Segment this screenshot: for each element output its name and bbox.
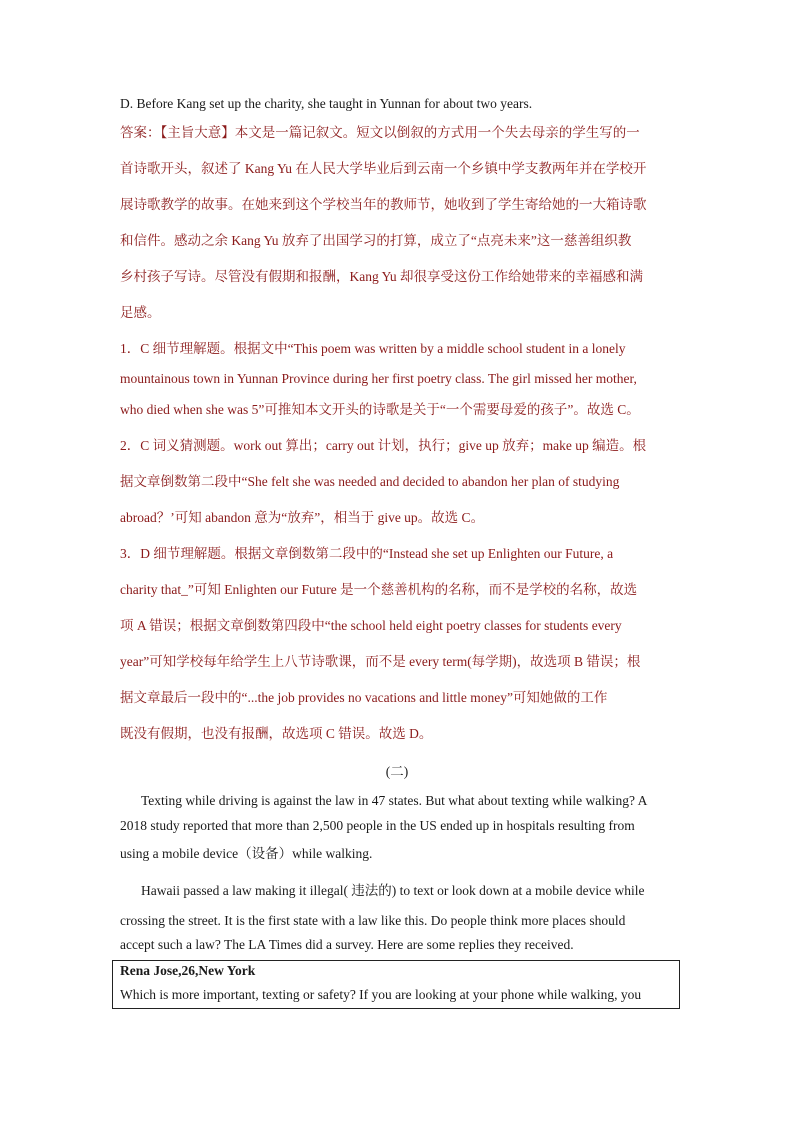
quote-text: Which is more important, texting or safety? If you are looking at your phone while walking, you xyxy=(120,987,642,1002)
answer-summary-line-3: 展诗歌教学的故事。在她来到这个学校当年的教师节，她收到了学生寄给她的一大箱诗歌 xyxy=(120,197,647,212)
q3-explanation-line-5: 据文章最后一段中的“...the job provides no vacations and little money”可知她做的工作 xyxy=(120,690,608,705)
q2-explanation-line-1: 2．C 词义猜测题。work out 算出；carry out 计划，执行；give up 放弃；make up 编造。根 xyxy=(120,438,647,453)
passage-para1-line-2: 2018 study reported that more than 2,500 people in the US ended up in hospitals resulting from xyxy=(120,818,635,833)
quote-author: Rena Jose,26,New York xyxy=(120,963,256,978)
q2-explanation-line-2: 据文章倒数第二段中“She felt she was needed and decided to abandon her plan of studying xyxy=(120,474,620,489)
passage-para1-line-3: using a mobile device（设备）while walking. xyxy=(120,846,373,861)
q3-explanation-line-3: 项 A 错误；根据文章倒数第四段中“the school held eight poetry classes for students every xyxy=(120,618,622,633)
answer-summary-line-1: 答案：【主旨大意】本文是一篇记叙文。短文以倒叙的方式用一个失去母亲的学生写的一 xyxy=(120,125,640,140)
q1-explanation-line-3: who died when she was 5”可推知本文开头的诗歌是关于“一个需要母爱的孩子”。故选 C。 xyxy=(120,402,640,417)
q1-explanation-line-1: 1．C 细节理解题。根据文中“This poem was written by a middle school student in a lonely xyxy=(120,341,626,356)
answer-summary-line-2: 首诗歌开头，叙述了 Kang Yu 在人民大学毕业后到云南一个乡镇中学支教两年并在学校开 xyxy=(120,161,647,176)
q1-explanation-line-2: mountainous town in Yunnan Province during her first poetry class. The girl missed her mother, xyxy=(120,371,637,386)
q3-explanation-line-2: charity that_”可知 Enlighten our Future 是一个慈善机构的名称，而不是学校的名称，故选 xyxy=(120,582,638,597)
answer-summary-line-5: 乡村孩子写诗。尽管没有假期和报酬，Kang Yu 却很享受这份工作给她带来的幸福感和满 xyxy=(120,269,643,284)
answer-summary-line-6: 足感。 xyxy=(120,305,161,320)
option-d-text: D. Before Kang set up the charity, she taught in Yunnan for about two years. xyxy=(120,96,533,111)
passage-para2-line-2: crossing the street. It is the first state with a law like this. Do people think more places should xyxy=(120,913,626,928)
q3-explanation-line-1: 3．D 细节理解题。根据文章倒数第二段中的“Instead she set up Enlighten our Future, a xyxy=(120,546,614,561)
q2-explanation-line-3: abroad？’可知 abandon 意为“放弃”，相当于 give up。故选 C。 xyxy=(120,510,485,525)
q3-explanation-line-6: 既没有假期，也没有报酬，故选项 C 错误。故选 D。 xyxy=(120,726,433,741)
passage-para2-line-1: Hawaii passed a law making it illegal( 违法的) to text or look down at a mobile device while xyxy=(141,883,645,898)
passage-para2-line-3: accept such a law? The LA Times did a survey. Here are some replies they received. xyxy=(120,937,574,952)
passage-para1-line-1: Texting while driving is against the law in 47 states. But what about texting while walking? A xyxy=(141,793,648,808)
quote-box xyxy=(112,960,680,1009)
q3-explanation-line-4: year”可知学校每年给学生上八节诗歌课，而不是 every term(每学期)，故选项 B 错误；根 xyxy=(120,654,641,669)
answer-summary-line-4: 和信件。感动之余 Kang Yu 放弃了出国学习的打算，成立了“点亮未来”这一慈善组织教 xyxy=(120,233,632,248)
section-title: (二) xyxy=(385,764,409,779)
